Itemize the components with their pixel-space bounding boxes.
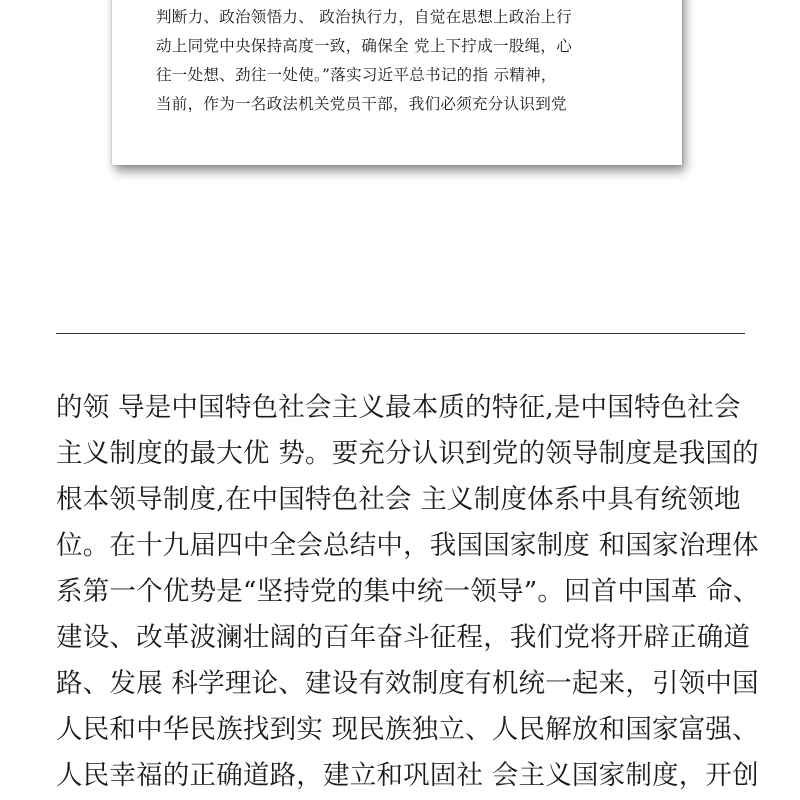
body-text-line: 主义制度的最大优 势。要充分认识到党的领导制度是我国的: [56, 438, 759, 469]
horizontal-divider: [56, 333, 745, 334]
body-text-block: [56, 385, 760, 799]
body-text-line: 人民和中华民族找到实 现民族独立、人民解放和国家富强、: [56, 714, 759, 745]
body-text-line: 的领 导是中国特色社会主义最本质的特征,是中国特色社会: [56, 392, 741, 423]
card-text-line: 当前，作为一名政法机关党员干部，我们必须充分认识到党: [156, 95, 567, 113]
body-text-line: 系第一个优势是“坚持党的集中统一领导”。回首中国革 命、: [56, 576, 760, 607]
body-text-line: 建设、改革波澜壮阔的百年奋斗征程，我们党将开辟正确道: [56, 622, 751, 653]
card-text-line: 往一处想、劲往一处使。”落实习近平总书记的指 示精神，: [156, 66, 557, 84]
body-text-line: 位。在十九届四中全会总结中，我国国家制度 和国家治理体: [56, 530, 759, 561]
card-text-line: 判断力、政治领悟力、 政治执行力，自觉在思想上政治上行: [156, 8, 573, 26]
quoted-page-card: [112, 0, 682, 165]
body-text-line: 人民幸福的正确道路，建立和巩固社 会主义国家制度，开创: [56, 760, 759, 791]
body-text-line: 根本领导制度,在中国特色社会 主义制度体系中具有统领地: [56, 484, 741, 515]
card-text-block: [156, 3, 656, 119]
body-text-line: 路、发展 科学理论、建设有效制度有机统一起来，引领中国: [56, 668, 759, 699]
card-text-line: 动上同党中央保持高度一致，确保全 党上下拧成一股绳，心: [156, 37, 573, 55]
